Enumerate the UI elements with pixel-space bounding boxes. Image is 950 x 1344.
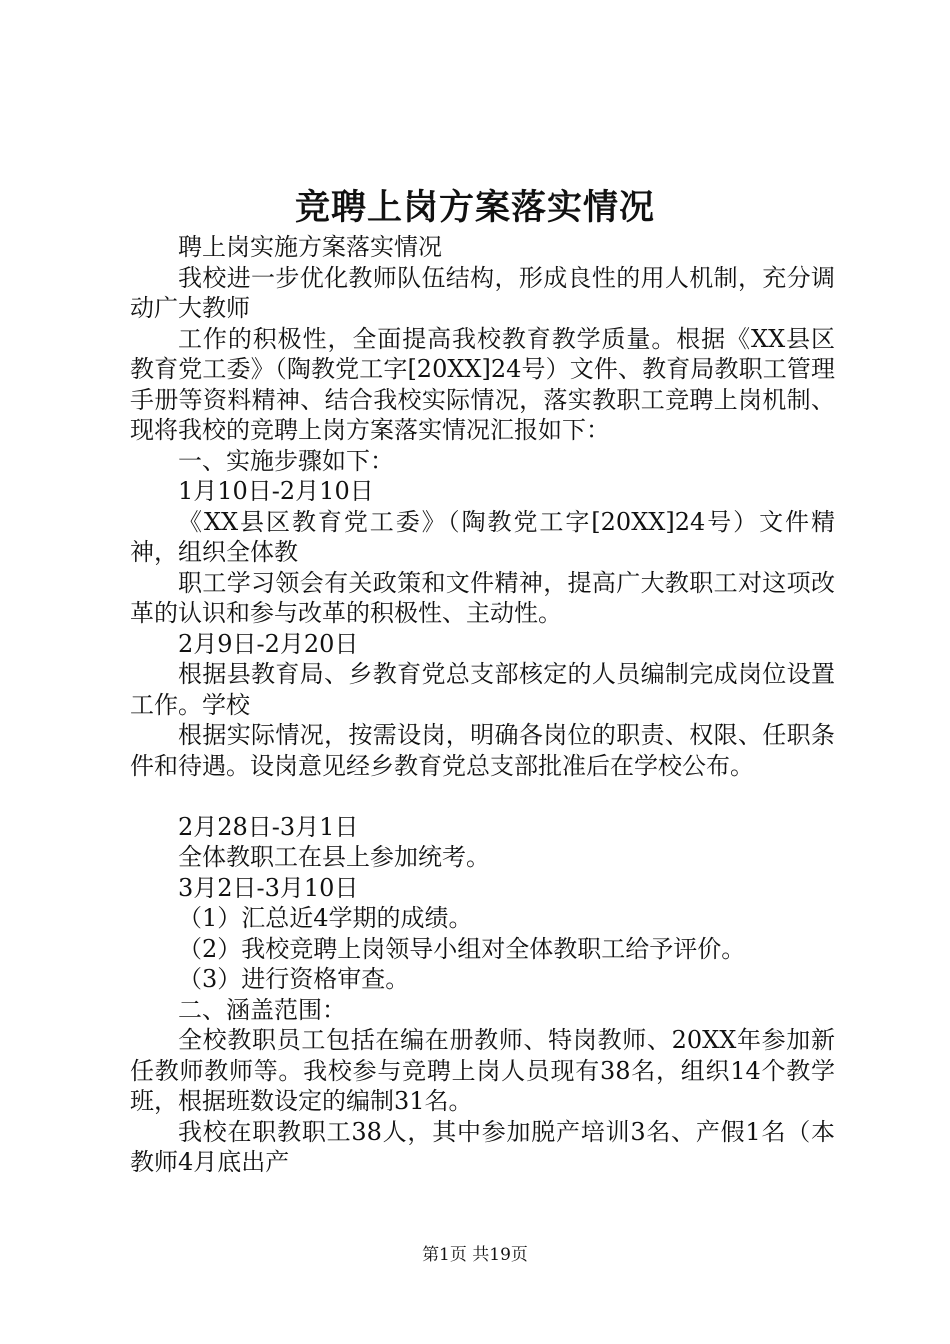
paragraph: 全校教职员工包括在编在册教师、特岗教师、20XX年参加新任教师教师等。我校参与竞聘上岗人员现有38名，组织14个教学班，根据班数设定的编制31名。 — [130, 1026, 835, 1115]
section-heading: 二、涵盖范围： — [178, 995, 346, 1024]
paragraph: 聘上岗实施方案落实情况 — [178, 233, 442, 261]
date-range: 2月28日-3月1日 — [178, 812, 359, 841]
paragraph: 全体教职工在县上参加统考。 — [178, 843, 490, 871]
date-range: 2月9日-2月20日 — [178, 629, 359, 658]
paragraph: 我校进一步优化教师队伍结构，形成良性的用人机制，充分调动广大教师 — [130, 263, 835, 322]
paragraph: 工作的积极性，全面提高我校教育教学质量。根据《XX县区教育党工委》（陶教党工字[20XX]24号）文件、教育局教职工管理手册等资料精神、结合我校实际情况，落实教职工竞聘上岗机制、现将我校的竞聘上岗方案落实情况汇报如下： — [130, 324, 835, 444]
paragraph: 我校在职教职工38人，其中参加脱产培训3名、产假1名（本教师4月底出产 — [130, 1117, 835, 1176]
paragraph: 职工学习领会有关政策和文件精神，提高广大教职工对这项改革的认识和参与改革的积极性、主动性。 — [130, 568, 835, 627]
page-footer: 第1页 共19页 — [422, 1245, 528, 1265]
document-title: 竞聘上岗方案落实情况 — [294, 187, 655, 228]
list-item: （1）汇总近4学期的成绩。 — [178, 904, 473, 932]
list-item: （2）我校竞聘上岗领导小组对全体教职工给予评价。 — [178, 934, 746, 963]
section-heading: 一、实施步骤如下： — [178, 446, 394, 475]
document-body — [130, 232, 835, 1178]
date-range: 3月2日-3月10日 — [178, 873, 359, 902]
date-range: 1月10日-2月10日 — [178, 477, 374, 505]
paragraph: 根据实际情况，按需设岗，明确各岗位的职责、权限、任职条件和待遇。设岗意见经乡教育党总支部批准后在学校公布。 — [130, 721, 835, 780]
paragraph: 《XX县区教育党工委》（陶教党工字[20XX]24号）文件精神，组织全体教 — [130, 507, 835, 566]
paragraph: 根据县教育局、乡教育党总支部核定的人员编制完成岗位设置工作。学校 — [130, 660, 835, 719]
list-item: （3）进行资格审查。 — [178, 965, 410, 993]
